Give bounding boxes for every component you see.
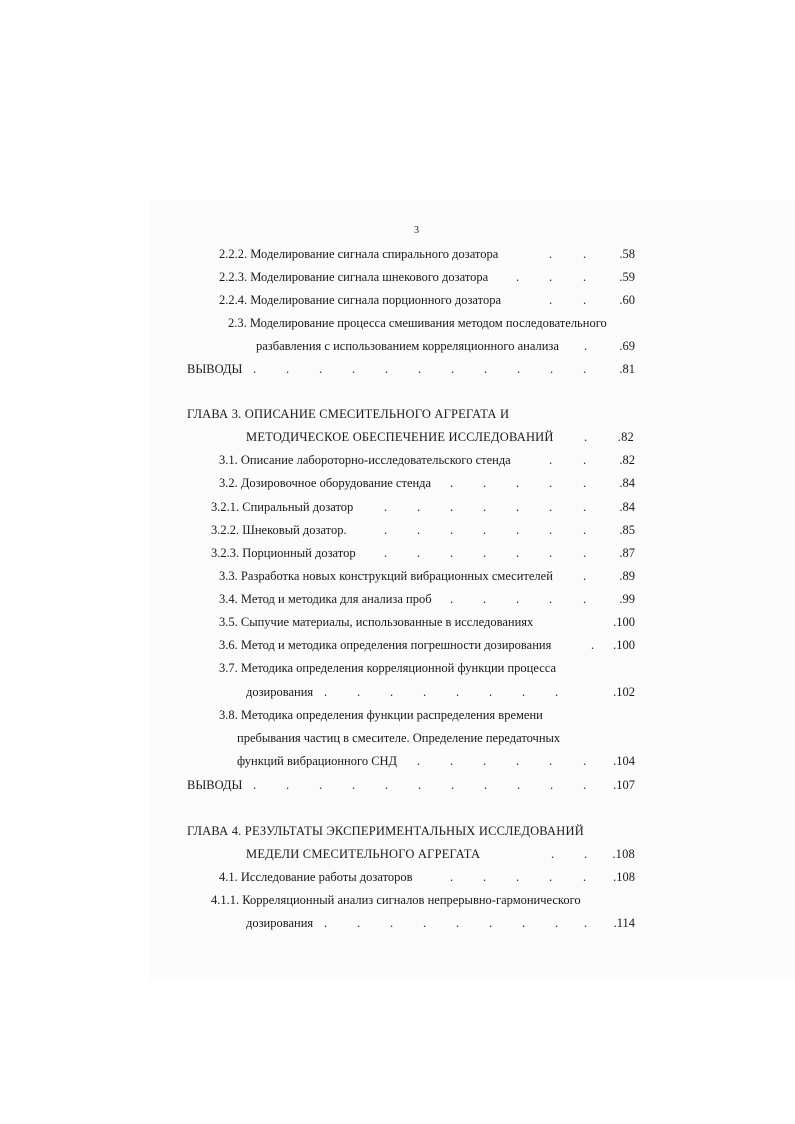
leader-dot: .	[418, 778, 422, 792]
toc-entry-title: 3.5. Сыпучие материалы, использованные в исследованиях	[219, 615, 534, 629]
leader-dot: .	[549, 523, 553, 537]
leader-dot: .	[456, 685, 460, 699]
toc-entry-page: .108	[612, 847, 635, 861]
toc-entry-title: дозирования	[246, 685, 314, 699]
leader-dot: .	[418, 362, 422, 376]
leader-dot: .	[583, 569, 587, 583]
toc-entry-page: .58	[619, 247, 635, 261]
leader-dot: .	[583, 293, 587, 307]
toc-entry-page: .100	[613, 615, 635, 629]
leader-dot: .	[583, 592, 587, 606]
toc-entry-page: .114	[613, 916, 635, 930]
leader-dot: .	[483, 476, 487, 490]
leader-dot: .	[483, 500, 487, 514]
leader-dot: .	[583, 453, 587, 467]
toc-entry-title: 3.2.3. Порционный дозатор	[211, 546, 356, 560]
leader-dot: .	[584, 430, 588, 444]
leader-dot: .	[483, 592, 487, 606]
leader-dot: .	[549, 754, 553, 768]
leader-dot: .	[352, 362, 356, 376]
toc-entry-page: .107	[613, 778, 635, 792]
leader-dot: .	[489, 685, 493, 699]
leader-dot: .	[551, 847, 555, 861]
leader-dot: .	[352, 778, 356, 792]
toc-entry-page: .89	[619, 569, 635, 583]
toc-entry-title: 2.2.2. Моделирование сигнала спирального дозатора	[219, 247, 499, 261]
leader-dot: .	[253, 778, 257, 792]
leader-dot: .	[516, 546, 520, 560]
toc-entry-title: 3.4. Метод и методика для анализа проб	[219, 592, 432, 606]
toc-entry-page: .87	[619, 546, 635, 560]
toc-entry-title: МЕДЕЛИ СМЕСИТЕЛЬНОГО АГРЕГАТА	[246, 847, 481, 861]
toc-entry-title: 3.2.2. Шнековый дозатор.	[211, 523, 347, 537]
toc-entry-title: 2.2.3. Моделирование сигнала шнекового дозатора	[219, 270, 489, 284]
leader-dot: .	[549, 546, 553, 560]
leader-dot: .	[385, 362, 389, 376]
leader-dot: .	[549, 247, 553, 261]
toc-entry-title: 3.2. Дозировочное оборудование стенда	[219, 476, 432, 490]
leader-dot: .	[584, 916, 588, 930]
leader-dot: .	[450, 476, 454, 490]
leader-dot: .	[549, 476, 553, 490]
leader-dot: .	[451, 362, 455, 376]
leader-dot: .	[555, 916, 559, 930]
toc-entry-title: функций вибрационного СНД	[237, 754, 398, 768]
toc-entry-page: .82	[617, 430, 634, 444]
leader-dot: .	[417, 546, 421, 560]
leader-dot: .	[385, 778, 389, 792]
toc-entry-page: .82	[619, 453, 635, 467]
leader-dot: .	[583, 476, 587, 490]
toc-entry-title: дозирования	[246, 916, 314, 930]
leader-dot: .	[450, 592, 454, 606]
toc-entry-title: 4.1. Исследование работы дозаторов	[219, 870, 413, 884]
leader-dot: .	[484, 362, 488, 376]
toc-entry-page: .102	[613, 685, 635, 699]
leader-dot: .	[516, 870, 520, 884]
leader-dot: .	[583, 754, 587, 768]
leader-dot: .	[584, 847, 588, 861]
leader-dot: .	[286, 362, 290, 376]
toc-entry-page: .84	[619, 500, 635, 514]
leader-dot: .	[450, 546, 454, 560]
leader-dot: .	[286, 778, 290, 792]
leader-dot: .	[384, 500, 388, 514]
leader-dot: .	[549, 592, 553, 606]
toc-entry-page: .60	[619, 293, 635, 307]
leader-dot: .	[555, 685, 559, 699]
toc-entry-title: 3.3. Разработка новых конструкций вибрационных смесителей	[219, 569, 553, 583]
leader-dot: .	[549, 500, 553, 514]
toc-entry-title: ВЫВОДЫ	[187, 778, 243, 792]
leader-dot: .	[517, 362, 521, 376]
leader-dot: .	[516, 270, 520, 284]
leader-dot: .	[516, 592, 520, 606]
leader-dot: .	[522, 685, 526, 699]
toc-entry-title: разбавления с использованием корреляционного анализа	[256, 339, 559, 353]
leader-dot: .	[324, 685, 328, 699]
leader-dot: .	[517, 778, 521, 792]
toc-entry-page: .99	[619, 592, 635, 606]
toc-entry-title: 4.1.1. Корреляционный анализ сигналов непрерывно-гармонического	[211, 893, 581, 907]
toc-entry-title: ГЛАВА 4. РЕЗУЛЬТАТЫ ЭКСПЕРИМЕНТАЛЬНЫХ ИССЛЕДОВАНИЙ	[187, 824, 584, 838]
leader-dot: .	[456, 916, 460, 930]
leader-dot: .	[390, 916, 394, 930]
leader-dot: .	[417, 500, 421, 514]
leader-dot: .	[390, 685, 394, 699]
leader-dot: .	[522, 916, 526, 930]
leader-dot: .	[583, 778, 587, 792]
leader-dot: .	[549, 293, 553, 307]
toc-entry-title: МЕТОДИЧЕСКОЕ ОБЕСПЕЧЕНИЕ ИССЛЕДОВАНИЙ	[246, 430, 554, 444]
leader-dot: .	[483, 546, 487, 560]
leader-dot: .	[516, 523, 520, 537]
toc-entry-title: 3.2.1. Спиральный дозатор	[211, 500, 354, 514]
leader-dot: .	[583, 546, 587, 560]
leader-dot: .	[483, 523, 487, 537]
toc-entry-title: 2.3. Моделирование процесса смешивания методом последовательного	[228, 316, 607, 330]
leader-dot: .	[583, 500, 587, 514]
leader-dot: .	[584, 339, 588, 353]
leader-dot: .	[423, 916, 427, 930]
page-number: 3	[414, 225, 419, 236]
toc-entry-title: 3.6. Метод и методика определения погрешности дозирования	[219, 638, 552, 652]
toc-entry-title: ВЫВОДЫ	[187, 362, 243, 376]
leader-dot: .	[451, 778, 455, 792]
leader-dot: .	[516, 754, 520, 768]
toc-entry-page: .108	[613, 870, 635, 884]
toc-entry-title: 3.8. Методика определения функции распределения времени	[219, 708, 543, 722]
leader-dot: .	[253, 362, 257, 376]
leader-dot: .	[583, 870, 587, 884]
toc-entry-page: .104	[613, 754, 635, 768]
leader-dot: .	[423, 685, 427, 699]
leader-dot: .	[319, 362, 323, 376]
toc-entry-title: 3.1. Описание лабороторно-исследовательского стенда	[219, 453, 511, 467]
leader-dot: .	[417, 523, 421, 537]
leader-dot: .	[583, 362, 587, 376]
leader-dot: .	[384, 523, 388, 537]
leader-dot: .	[417, 754, 421, 768]
leader-dot: .	[549, 453, 553, 467]
leader-dot: .	[550, 362, 554, 376]
leader-dot: .	[324, 916, 328, 930]
leader-dot: .	[583, 523, 587, 537]
leader-dot: .	[591, 638, 595, 652]
toc-entry-page: .81	[619, 362, 635, 376]
toc-entry-title: ГЛАВА 3. ОПИСАНИЕ СМЕСИТЕЛЬНОГО АГРЕГАТА И	[187, 407, 510, 421]
leader-dot: .	[450, 500, 454, 514]
leader-dot: .	[516, 500, 520, 514]
leader-dot: .	[549, 270, 553, 284]
leader-dot: .	[484, 778, 488, 792]
leader-dot: .	[483, 870, 487, 884]
leader-dot: .	[450, 754, 454, 768]
leader-dot: .	[483, 754, 487, 768]
toc-entry-title: 2.2.4. Моделирование сигнала порционного дозатора	[219, 293, 501, 307]
toc-entry-page: .100	[613, 638, 635, 652]
leader-dot: .	[450, 870, 454, 884]
leader-dot: .	[583, 247, 587, 261]
leader-dot: .	[489, 916, 493, 930]
toc-entry-title: 3.7. Методика определения корреляционной функции процесса	[219, 661, 557, 675]
toc-entry-title: пребывания частиц в смесителе. Определение передаточных	[237, 731, 561, 745]
leader-dot: .	[384, 546, 388, 560]
leader-dot: .	[550, 778, 554, 792]
leader-dot: .	[319, 778, 323, 792]
toc-entry-page: .59	[619, 270, 635, 284]
leader-dot: .	[549, 870, 553, 884]
toc-entry-page: .69	[619, 339, 635, 353]
toc-entry-page: .84	[619, 476, 635, 490]
leader-dot: .	[357, 685, 361, 699]
leader-dot: .	[450, 523, 454, 537]
leader-dot: .	[583, 270, 587, 284]
toc-entry-page: .85	[619, 523, 635, 537]
leader-dot: .	[357, 916, 361, 930]
leader-dot: .	[516, 476, 520, 490]
